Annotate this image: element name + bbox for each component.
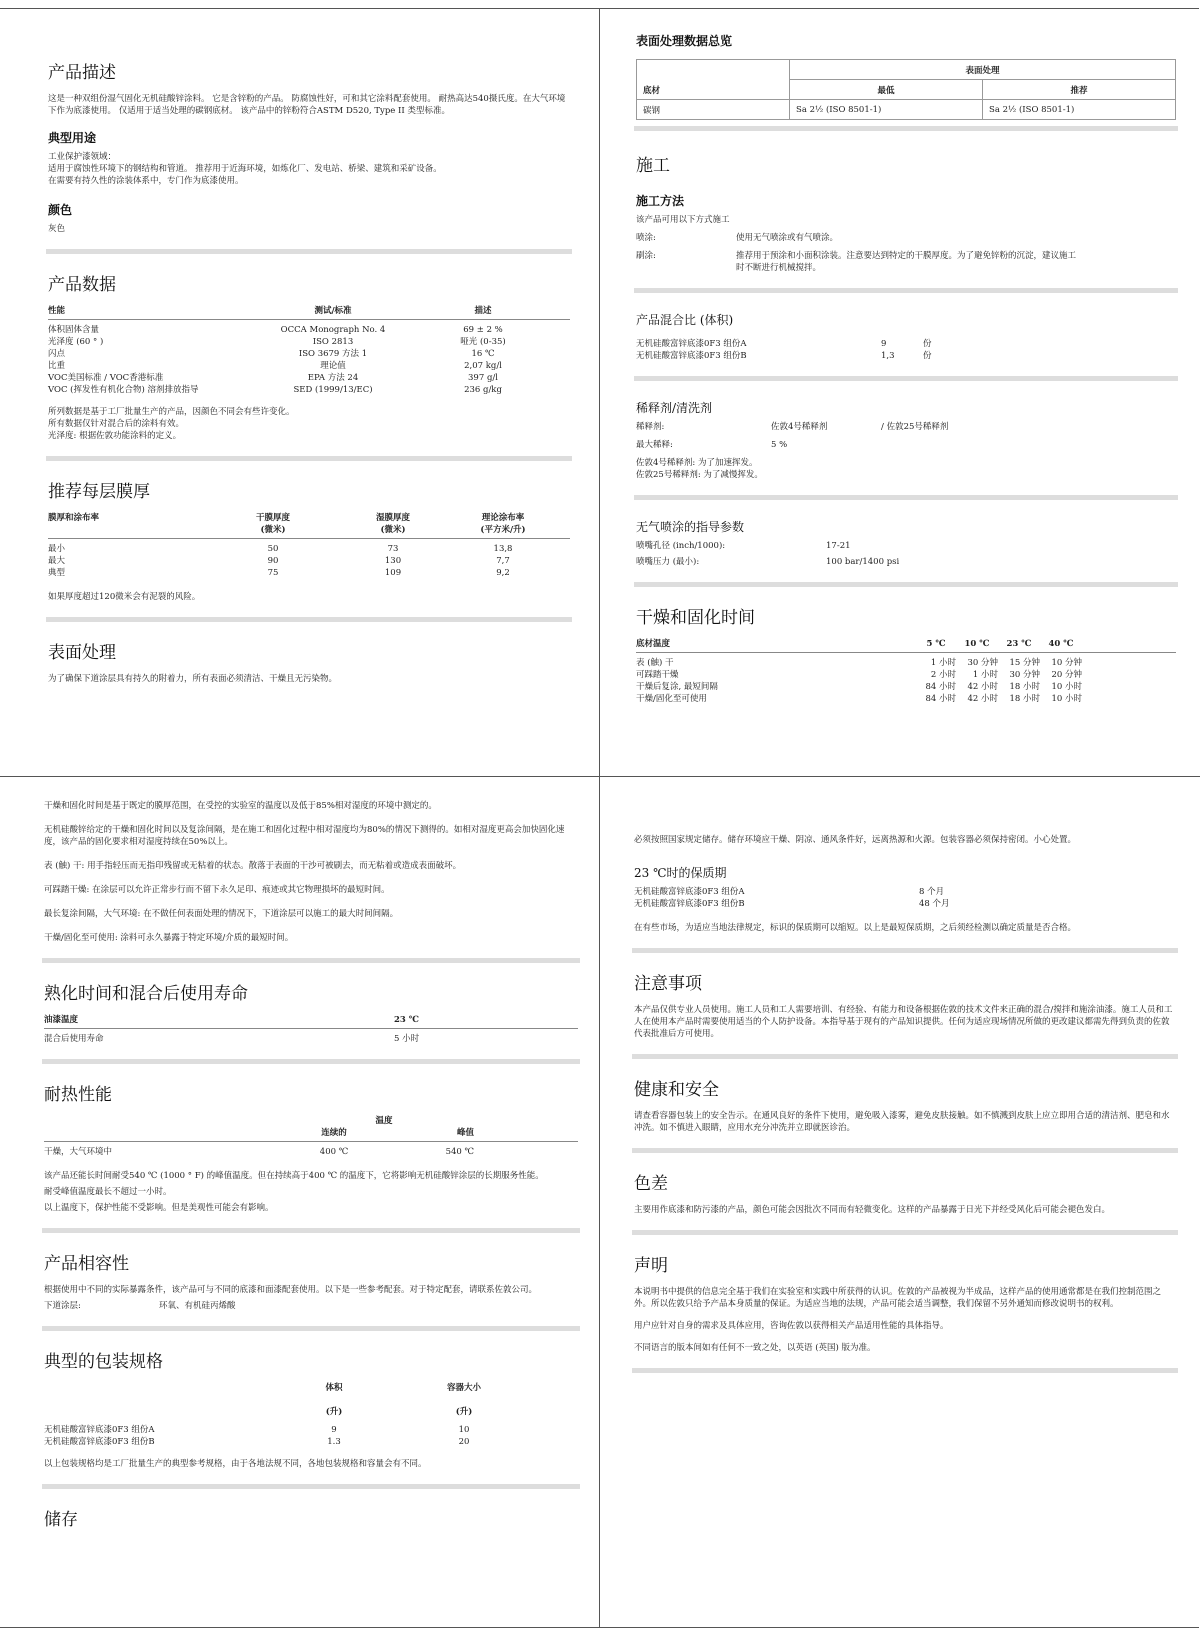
- spacer: [354, 1436, 434, 1448]
- cell: 哑光 (0-35): [460, 337, 506, 347]
- table-row: [636, 657, 1176, 669]
- description-text: 这是一种双组份湿气固化无机硅酸锌涂料。 它是含锌粉的产品。 防腐蚀性好，可和其它涂料配套使用。 耐热高达540摄氏度。在大气环境下作为底漆使用。 仅适用于适当处理的碳钢底材。 该产品中的锌粉符合ASTM D520, Type II 类型标准。: [48, 94, 566, 116]
- typical-use-line: 在需要有持久性的涂装体系中，专门作为底漆使用。: [48, 176, 244, 186]
- cell: [44, 1115, 294, 1127]
- heat-note: 以上温度下，保护性能不受影响。但是美观性可能会有影响。: [44, 1203, 274, 1213]
- header-line: 理论涂布率: [481, 513, 525, 523]
- packaging-note: 以上包装规格均是工厂批量生产的典型参考规格，由于各地法规不同，各地包装规格和容量会有不同。: [44, 1459, 427, 1469]
- compat-label: 下道涂层:: [44, 1301, 81, 1311]
- cell: 典型: [48, 568, 66, 578]
- header-cell: [458, 512, 548, 536]
- cell: 最低: [790, 80, 983, 100]
- cell: 109: [384, 568, 402, 578]
- section-separator: [634, 126, 1178, 131]
- cell: 无机硅酸富锌底漆0F3 组份A: [634, 887, 745, 897]
- header-line: (微米): [260, 525, 286, 535]
- cell: 表面处理: [790, 60, 1176, 80]
- cell: 48 个月: [919, 899, 950, 909]
- cell: 无机硅酸富锌底漆0F3 组份B: [636, 351, 747, 361]
- section-separator: [42, 1326, 580, 1331]
- header-cell: 40 ℃: [1048, 639, 1074, 649]
- section-separator: [632, 1148, 1178, 1153]
- note-line: 干燥/固化至可使用: 涂料可永久暴露于特定环境/介质的最短时间。: [44, 933, 294, 943]
- cell: 2 小时: [930, 670, 956, 680]
- section-separator: [42, 1484, 580, 1489]
- cell: 无机硅酸富锌底漆0F3 组份B: [44, 1437, 155, 1447]
- cell: OCCA Monograph No. 4: [280, 325, 386, 335]
- cell: 最大: [48, 556, 66, 566]
- compat-value: 环氧、有机硅丙烯酸: [159, 1301, 236, 1311]
- subtitle-mix-ratio: 产品混合比 (体积): [636, 313, 734, 327]
- drying-notes: [44, 800, 578, 944]
- cell: 干燥/固化至可使用: [636, 694, 707, 704]
- table-row: [48, 372, 570, 384]
- table-header: [44, 1014, 578, 1029]
- table-row: [48, 384, 570, 396]
- cell: 18 小时: [1009, 694, 1040, 704]
- cell: 光泽度 (60 ° ): [48, 337, 104, 347]
- table-header: [44, 1127, 578, 1142]
- cell: 9: [331, 1425, 337, 1435]
- table-row: [44, 1033, 578, 1045]
- cell: 50: [267, 544, 279, 554]
- cell: 喷嘴孔径 (inch/1000):: [636, 541, 726, 551]
- cell: 9: [881, 339, 887, 349]
- table-row: [48, 555, 570, 567]
- subtitle-method: 施工方法: [636, 194, 685, 208]
- header-cell: 峰值: [456, 1128, 474, 1138]
- section-separator: [634, 582, 1178, 587]
- cell: 30 分钟: [967, 658, 998, 668]
- cell: 30 分钟: [1009, 670, 1040, 680]
- note-line: 最长复涂间隔，大气环境: 在不做任何表面处理的情况下，下道涂层可以施工的最大时间间隔。: [44, 909, 399, 919]
- section-separator: [632, 1230, 1178, 1235]
- cell: 236 g/kg: [464, 385, 502, 395]
- cell: 15 分钟: [1009, 658, 1040, 668]
- subtitle-shelf-life: 23 ℃时的保质期: [634, 866, 727, 880]
- heat-note: 耐受峰值温度最长不超过一小时。: [44, 1187, 172, 1197]
- note-line: 佐敦4号稀释剂: 为了加速挥发。: [636, 458, 758, 468]
- thinner-info: [636, 421, 1176, 481]
- cell: 比重: [48, 361, 66, 371]
- cell: 84 小时: [925, 682, 956, 692]
- note-line: 佐敦25号稀释剂: 为了减慢挥发。: [636, 470, 763, 480]
- subtitle-color: 颜色: [48, 203, 73, 217]
- header-cell: 油漆温度: [44, 1015, 79, 1025]
- header-line: (升): [325, 1407, 343, 1417]
- cell: 份: [923, 351, 932, 361]
- caution-text: 本产品仅供专业人员使用。施工人员和工人需要培训、有经验、有能力和设备根据佐敦的技术文件来正确的混合/搅拌和施涂油漆。施工人员和工人在使用本产品时需要使用适当的个人防护设备。本指导基于现有的产品知识提供。任何为适应现场情况所做的更改建议都需先得到负责的佐敦代表批准后方可使用。: [634, 1005, 1173, 1039]
- method-key: 刷涂:: [636, 251, 656, 261]
- cell: VOC美国标准 / VOC香港标准: [48, 373, 164, 383]
- cell: VOC (挥发性有机化合物) 溶剂排放指导: [48, 385, 199, 395]
- panel-top-left: [48, 22, 570, 689]
- product-data-notes: [48, 406, 570, 442]
- table-row: [634, 886, 1176, 898]
- health-text: 请查看容器包装上的安全告示。在通风良好的条件下使用，避免吸入漆雾，避免皮肤接触。如不慎溅到皮肤上应立即用合适的清洁剂、肥皂和水冲洗。如不慎进入眼睛，应用水充分冲洗并立即就医诊治。: [634, 1111, 1170, 1133]
- drying-table: [636, 638, 1176, 705]
- cell: 佐敦4号稀释剂: [771, 422, 828, 432]
- note-line: 光泽度: 根据佐敦功能涂料的定义。: [48, 431, 182, 441]
- cell: 份: [923, 339, 932, 349]
- section-separator: [46, 617, 572, 622]
- section-separator: [634, 288, 1178, 293]
- section-title-application: 施工: [636, 156, 670, 176]
- disclaimer-text: 不同语言的版本间如有任何不一致之处，以英语 (英国) 版为准。: [634, 1343, 876, 1353]
- header-cell: 23 ℃: [1006, 639, 1032, 649]
- header-line: 体积: [325, 1383, 343, 1393]
- cell: 最大稀释:: [636, 440, 673, 450]
- cell: 8 个月: [919, 887, 945, 897]
- table-header: [48, 305, 570, 320]
- cell: 理论值: [320, 361, 346, 371]
- header-cell: [48, 512, 218, 536]
- mix-ratio-table: [636, 338, 1176, 362]
- cell: 干燥，大气环境中: [44, 1147, 113, 1157]
- cell: ISO 3679 方法 1: [298, 349, 368, 359]
- cell: 90: [267, 556, 279, 566]
- header-cell: 10 ℃: [964, 639, 990, 649]
- header-cell: 测试/标准: [314, 306, 352, 316]
- cell: 无机硅酸富锌底漆0F3 组份B: [634, 899, 745, 909]
- cell: 540 ℃: [445, 1147, 474, 1157]
- header-cell: 5 ℃: [926, 639, 946, 649]
- cell: 表 (触) 干: [636, 658, 674, 668]
- cell: 最小: [48, 544, 66, 554]
- table-row: [637, 100, 1176, 120]
- table-row: [44, 1424, 578, 1436]
- list-item: [636, 250, 1176, 274]
- table-row: [48, 324, 570, 336]
- section-title-product-data: 产品数据: [48, 275, 116, 295]
- cell: 18 小时: [1009, 682, 1040, 692]
- table-row: [48, 336, 570, 348]
- table-header: [48, 512, 570, 539]
- storage-text: 必须按照国家规定储存。储存环境应干燥、阴凉、通风条件好，远离热源和火源。包装容器必须保持密闭。小心处置。: [634, 835, 1077, 845]
- spacer: [354, 1382, 434, 1418]
- list-item: [636, 232, 1176, 244]
- header-line: 膜厚和涂布率: [48, 513, 100, 523]
- subtitle-typical-use: 典型用途: [48, 131, 97, 145]
- cell: 温度: [375, 1116, 393, 1126]
- table-row: [636, 681, 1176, 693]
- header-line: 湿膜厚度: [375, 513, 410, 523]
- cell: / 佐敦25号稀释剂: [881, 422, 949, 432]
- color-diff-text: 主要用作底漆和防污漆的产品，颜色可能会因批次不同而有轻微变化。这样的产品暴露于日光下并经受风化后可能会褪色发白。: [634, 1205, 1111, 1215]
- cell: 100 bar/1400 psi: [826, 557, 900, 567]
- cell: 9,2: [496, 568, 510, 578]
- cell: 130: [384, 556, 402, 566]
- subtitle-airless: 无气喷涂的指导参数: [636, 520, 745, 534]
- header-line: 干膜厚度: [255, 513, 290, 523]
- cell: EPA 方法 24: [307, 373, 359, 383]
- section-separator: [634, 495, 1178, 500]
- method-value: 推荐用于预涂和小面积涂装。注意要达到特定的干膜厚度。为了避免锌粉的沉淀，建议施工时不断进行机械搅拌。: [736, 251, 1077, 273]
- surface-summary-table: [636, 59, 1176, 120]
- header-line: 容器大小: [446, 1383, 481, 1393]
- vertical-divider: [599, 8, 600, 1628]
- table-row: [44, 1436, 578, 1448]
- cell: 10 小时: [1051, 694, 1082, 704]
- cell: 碳钢: [637, 100, 790, 120]
- heat-note: 该产品还能长时间耐受540 ℃ (1000 ° F) 的峰值温度。但在持续高于400 ℃ 的温度下，它将影响无机硅酸锌涂层的长期服务性能。: [44, 1171, 544, 1181]
- section-separator: [632, 1054, 1178, 1059]
- table-row: [48, 567, 570, 579]
- cell: 1 小时: [930, 658, 956, 668]
- film-thickness-table: [48, 512, 570, 579]
- note-line: 所列数据是基于工厂批量生产的产品，因颜色不同会有些许变化。: [48, 407, 295, 417]
- table-row: [48, 543, 570, 555]
- section-title-compatibility: 产品相容性: [44, 1254, 129, 1274]
- typical-use-line: 工业保护漆领域：: [48, 152, 117, 162]
- cell: 42 小时: [967, 694, 998, 704]
- subtitle-thinner: 稀释剂/清洗剂: [636, 401, 713, 415]
- cell: 16 ℃: [471, 349, 495, 359]
- section-title-storage: 储存: [44, 1510, 78, 1530]
- cell: 20 分钟: [1051, 670, 1082, 680]
- compat-text: 根据使用中不同的实际暴露条件，该产品可与不同的底漆和面漆配套使用。以下是一些参考配套。对于特定配套，请联系佐敦公司。: [44, 1285, 538, 1295]
- header-cell: 性能: [48, 306, 66, 316]
- cell: 10: [458, 1425, 470, 1435]
- section-separator: [634, 376, 1178, 381]
- header-line: (平方米/升): [480, 525, 526, 535]
- section-title-health: 健康和安全: [634, 1080, 719, 1100]
- cell: 2,07 kg/l: [464, 361, 502, 371]
- section-title-heat: 耐热性能: [44, 1085, 112, 1105]
- table-row: [636, 439, 1176, 451]
- table-header: [44, 1382, 578, 1418]
- cell: 可踩踏干燥: [636, 670, 679, 680]
- cell: 400 ℃: [319, 1147, 349, 1157]
- film-note: 如果厚度超过120微米会有泥裂的风险。: [48, 592, 201, 602]
- header-line: (升): [455, 1407, 473, 1417]
- header-cell: [44, 1382, 314, 1418]
- cell: SED (1999/13/EC): [293, 385, 373, 395]
- cell: 17-21: [826, 541, 851, 551]
- panel-bottom-right: [634, 794, 1176, 1377]
- note-line: 表 (触) 干: 用手指轻压而无指印残留或无粘着的状态。散落于表面的干沙可被刷去，而无粘着或造成表面破坏。: [44, 861, 462, 871]
- header-line: (微米): [380, 525, 406, 535]
- thinner-notes: [636, 457, 1176, 481]
- table-row: [48, 360, 570, 372]
- header-cell: [314, 1382, 354, 1418]
- horizontal-divider: [0, 776, 1200, 777]
- cell: 混合后使用寿命: [44, 1034, 104, 1044]
- cell: 1,3: [881, 351, 895, 361]
- table-row: [48, 348, 570, 360]
- cell: 闪点: [48, 349, 66, 359]
- cell: 10 小时: [1051, 682, 1082, 692]
- note-line: 可踩踏干燥: 在涂层可以允许正常步行而不留下永久足印、痕迹或其它物理损坏的最短时间。: [44, 885, 390, 895]
- cell: 推荐: [983, 80, 1176, 100]
- color-value: 灰色: [48, 224, 66, 234]
- section-separator: [42, 1059, 580, 1064]
- cell: 73: [387, 544, 399, 554]
- section-separator: [632, 948, 1178, 953]
- section-separator: [42, 1228, 580, 1233]
- header-cell: 底材温度: [636, 639, 671, 649]
- airless-table: [636, 540, 1176, 568]
- method-value: 使用无气喷涂或有气喷涂。: [736, 233, 839, 243]
- section-title-surface: 表面处理: [48, 643, 116, 663]
- spacer: [354, 1424, 434, 1436]
- pot-life-table: [44, 1014, 578, 1045]
- typical-use-list: [48, 151, 570, 187]
- header-cell: [328, 512, 458, 536]
- table-row: [636, 421, 1176, 433]
- table-row: [634, 898, 1176, 910]
- methods-list: [636, 232, 1176, 274]
- shelf-life-table: [634, 886, 1176, 910]
- header-cell: 23 ℃: [394, 1015, 419, 1025]
- table-row: [636, 540, 1176, 552]
- table-row: [44, 1115, 578, 1127]
- cell: 84 小时: [925, 694, 956, 704]
- section-title-color-diff: 色差: [634, 1174, 668, 1194]
- cell: 10 分钟: [1051, 658, 1082, 668]
- cell: 75: [267, 568, 279, 578]
- header-cell: 描述: [474, 306, 492, 316]
- section-title-caution: 注意事项: [634, 974, 702, 994]
- surface-text: 为了确保下道涂层具有持久的附着力，所有表面必须清洁、干燥且无污染物。: [48, 674, 338, 684]
- cell: 20: [458, 1437, 470, 1447]
- note-line: 所有数据仅针对混合后的涂料有效。: [48, 419, 185, 429]
- section-separator: [46, 456, 572, 461]
- section-title-description: 产品描述: [48, 63, 116, 83]
- cell: 无机硅酸富锌底漆0F3 组份A: [44, 1425, 155, 1435]
- cell: 5 小时: [394, 1034, 420, 1044]
- cell: 干燥后复涂, 最短间隔: [636, 682, 718, 692]
- table-row: [636, 338, 1176, 350]
- header-cell: [218, 512, 328, 536]
- typical-use-line: 适用于腐蚀性环境下的钢结构和管道。 推荐用于近海环境，如炼化厂、发电站、桥梁、建筑和采矿设备。: [48, 164, 442, 174]
- table-row: [637, 60, 1176, 80]
- table-header: [636, 638, 1176, 653]
- cell: 稀释剂:: [636, 422, 665, 432]
- cell: 体积固体含量: [48, 325, 100, 335]
- section-title-packaging: 典型的包装规格: [44, 1352, 163, 1372]
- table-row: [636, 693, 1176, 705]
- cell: 397 g/l: [468, 373, 498, 383]
- header-cell: 连续的: [321, 1128, 347, 1138]
- cell: ISO 2813: [312, 337, 354, 347]
- cell: 无机硅酸富锌底漆0F3 组份A: [636, 339, 747, 349]
- section-separator: [42, 958, 580, 963]
- note-line: 无机硅酸锌给定的干燥和固化时间以及复涂间隔，是在施工和固化过程中相对湿度均为80%的情况下测得的。如相对湿度更高会加快固化速度，该产品的固化要求相对湿度持续在50%以上。: [44, 825, 565, 847]
- packaging-table: [44, 1382, 578, 1448]
- compat-row: [44, 1300, 578, 1312]
- cell: 69 ± 2 %: [463, 325, 503, 335]
- section-title-surface-summary: 表面处理数据总览: [636, 34, 733, 48]
- method-key: 喷涂:: [636, 233, 656, 243]
- note-line: 干燥和固化时间是基于既定的膜厚范围，在受控的实验室的温度以及低于85%相对湿度的环境中测定的。: [44, 801, 437, 811]
- disclaimer-text: 用户应针对自身的需求及具体应用，咨询佐敦以获得相关产品适用性能的具体指导。: [634, 1321, 949, 1331]
- panel-bottom-left: [44, 794, 578, 1540]
- cell: 1.3: [327, 1437, 341, 1447]
- method-intro: 该产品可用以下方式施工: [636, 215, 730, 225]
- product-data-table: [48, 305, 570, 396]
- cell: Sa 2½ (ISO 8501-1): [790, 100, 983, 120]
- cell: Sa 2½ (ISO 8501-1): [983, 100, 1176, 120]
- table-row: [636, 556, 1176, 568]
- cell: 1 小时: [972, 670, 998, 680]
- section-title-drying: 干燥和固化时间: [636, 608, 755, 628]
- shelf-note: 在有些市场，为适应当地法律规定，标识的保质期可以缩短。以上是最短保质期，之后须经检测以确定质量是否合格。: [634, 923, 1077, 933]
- cell: 42 小时: [967, 682, 998, 692]
- panel-top-right: [636, 22, 1176, 705]
- table-row: [636, 350, 1176, 362]
- cell: 13,8: [493, 544, 513, 554]
- cell: 5 %: [771, 440, 788, 450]
- header-cell: [44, 1127, 304, 1139]
- cell: 7,7: [496, 556, 510, 566]
- cell: 底材: [637, 60, 790, 100]
- section-title-pot-life: 熟化时间和混合后使用寿命: [44, 984, 248, 1004]
- disclaimer-text: 本说明书中提供的信息完全基于我们在实验室和实践中所获得的认识。佐敦的产品被视为半成品，这样产品的使用通常都是在我们控制范围之外。所以佐敦只给予产品本身质量的保证。为适应当地的法规，产品可能会适当调整，我们保留不另外通知而修改说明书的权利。: [634, 1287, 1162, 1309]
- table-row: [636, 669, 1176, 681]
- table-row: [44, 1146, 578, 1158]
- section-title-disclaimer: 声明: [634, 1256, 668, 1276]
- section-title-film-thickness: 推荐每层膜厚: [48, 482, 150, 502]
- section-separator: [46, 249, 572, 254]
- header-cell: [434, 1382, 494, 1418]
- section-separator: [632, 1368, 1178, 1373]
- cell: 喷嘴压力 (最小):: [636, 557, 700, 567]
- heat-table: [44, 1115, 578, 1158]
